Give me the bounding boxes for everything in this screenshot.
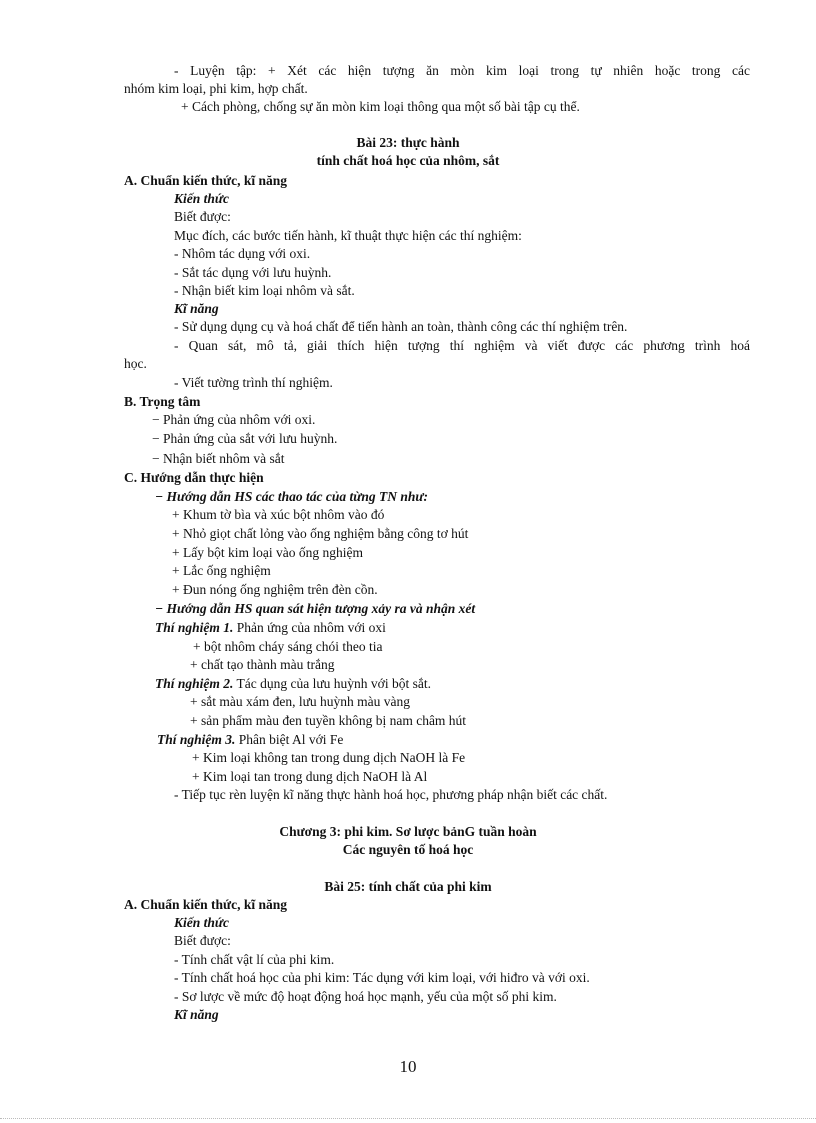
page-number: 10 [399,1057,417,1076]
experiment-3 [157,731,343,749]
experiment-1-observation: + bột nhôm cháy sáng chói theo tia [193,639,383,654]
experiment-3-observation: + Kim loại tan trong dung dịch NaOH là Al [192,769,428,784]
experiment-1-text: Phản ứng của nhôm với oxi [233,620,386,635]
intro-line-3: + Cách phòng, chống sự ăn mòn kim loại thông qua một số bài tập cụ thể. [181,99,580,114]
lesson23-guide-step: + Khum tờ bìa và xúc bột nhôm vào đó [172,507,385,522]
lesson23-title: Bài 23: thực hành [356,135,460,150]
lesson23-skill-item: - Quan sát, mô tả, giải thích hiện tượng thí nghiệm và viết được các phương trình hoá [174,338,750,353]
experiment-2-label: Thí nghiệm 2. [155,676,234,691]
lesson25-kienthuc-heading: Kiến thức [174,915,229,930]
lesson23-skill-item-cont: học. [124,356,147,371]
lesson23-focus-item: − Phản ứng của nhôm với oxi. [152,412,316,427]
experiment-3-label: Thí nghiệm 3. [157,732,236,747]
experiment-1-label: Thí nghiệm 1. [155,620,234,635]
lesson23-focus-item: − Nhận biết nhôm và sắt [152,451,285,466]
lesson23-observe-heading: − Hướng dẫn HS quan sát hiện tượng xảy ra và nhận xét [155,601,476,616]
lesson23-guide-heading: − Hướng dẫn HS các thao tác của từng TN như: [155,489,428,504]
lesson23-practice-note: - Tiếp tục rèn luyện kĩ năng thực hành hoá học, phương pháp nhận biết các chất. [174,787,608,802]
lesson23-section-b: B. Trọng tâm [124,394,201,409]
lesson23-guide-step: + Nhỏ giọt chất lỏng vào ống nghiệm bằng công tơ hút [172,526,469,541]
page-bottom-divider [0,1118,816,1119]
lesson23-section-c: C. Hướng dẫn thực hiện [124,470,264,485]
intro-line-2: nhóm kim loại, phi kim, hợp chất. [124,81,308,96]
lesson25-knowledge-item: - Sơ lược về mức độ hoạt động hoá học mạnh, yếu của một số phi kim. [174,989,557,1004]
experiment-3-text: Phân biệt Al với Fe [235,732,344,747]
chapter3-subtitle: Các nguyên tố hoá học [342,842,474,857]
experiment-1-observation: + chất tạo thành màu trắng [190,657,335,672]
lesson23-knowledge-item: - Nhôm tác dụng với oxi. [174,246,311,261]
lesson23-subtitle: tính chất hoá học của nhôm, sắt [316,153,500,168]
lesson23-biet: Biết được: [174,209,231,224]
lesson23-guide-step: + Đun nóng ống nghiệm trên đèn cồn. [172,582,378,597]
lesson23-kienthuc-heading: Kiến thức [174,191,229,206]
lesson23-skill-item: - Viết tường trình thí nghiệm. [174,375,333,390]
experiment-2-text: Tác dụng của lưu huỳnh với bột sắt. [233,676,431,691]
intro-line-1: - Luyện tập: + Xét các hiện tượng ăn mòn kim loại trong tự nhiên hoặc trong các [174,63,750,78]
lesson25-kinang-heading: Kĩ năng [174,1007,219,1022]
lesson23-knowledge-item: - Sắt tác dụng với lưu huỳnh. [174,265,332,280]
lesson25-knowledge-item: - Tính chất vật lí của phi kim. [174,952,335,967]
lesson25-knowledge-item: - Tính chất hoá học của phi kim: Tác dụng với kim loại, với hiđro và với oxi. [174,970,590,985]
lesson23-kinang-heading: Kĩ năng [174,301,219,316]
lesson25-section-a: A. Chuẩn kiến thức, kĩ năng [124,897,288,912]
lesson23-guide-step: + Lắc ống nghiệm [172,563,271,578]
lesson23-focus-item: − Phản ứng của sắt với lưu huỳnh. [152,431,338,446]
lesson23-guide-step: + Lấy bột kim loại vào ống nghiệm [172,545,363,560]
lesson23-mucdich: Mục đích, các bước tiến hành, kĩ thuật thực hiện các thí nghiệm: [174,228,522,243]
chapter3-title: Chương 3: phi kim. Sơ lược bảnG tuần hoàn [279,824,537,839]
experiment-1 [155,619,386,637]
experiment-3-observation: + Kim loại không tan trong dung dịch NaOH là Fe [192,750,466,765]
lesson23-knowledge-item: - Nhận biết kim loại nhôm và sắt. [174,283,355,298]
lesson25-title: Bài 25: tính chất của phi kim [324,879,492,894]
lesson23-section-a: A. Chuẩn kiến thức, kĩ năng [124,173,288,188]
experiment-2-observation: + sắt màu xám đen, lưu huỳnh màu vàng [190,694,411,709]
experiment-2-observation: + sản phẩm màu đen tuyền không bị nam châm hút [190,713,467,728]
lesson25-biet: Biết được: [174,933,231,948]
lesson23-skill-item: - Sử dụng dụng cụ và hoá chất để tiến hành an toàn, thành công các thí nghiệm trên. [174,319,628,334]
experiment-2 [155,675,431,693]
